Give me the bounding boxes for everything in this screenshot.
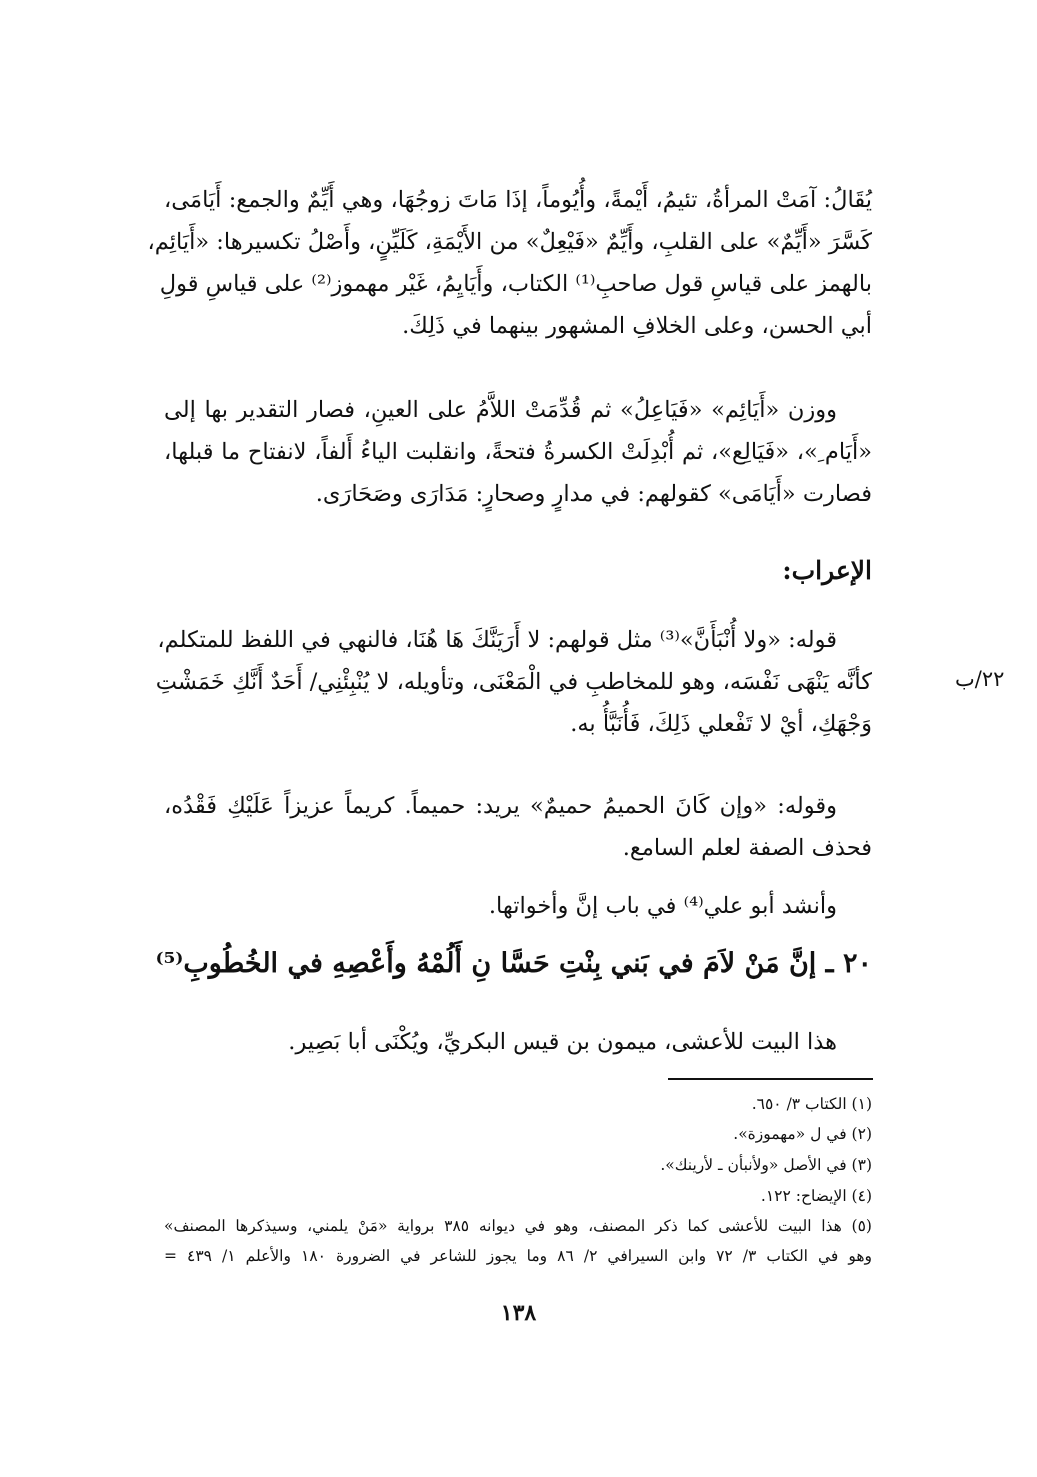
footnote-5-continued: وهو في الكتاب ٣/ ٧٢ وابن السيرافي ٢/ ٨٦ وما يجوز للشاعر في الضرورة ١٨٠ والأعلم ١/ ٤٣٩ = [164, 1247, 873, 1265]
para2-line-2: «أَيَام ِ»، «فَيَالِع»، ثم أُبْدِلَتْ الكسرةُ فتحةً، وانقلبت الياءُ أَلفاً، لانفتاح ما قبلها، [164, 439, 872, 465]
footnote-4: (٤) الإيضاح: ١٢٢. [760, 1187, 872, 1205]
page-number: ١٣٨ [500, 1300, 537, 1326]
margin-folio-note: ٢٢/ب [955, 667, 1005, 691]
footnote-3: (٣) في الأصل «ولأنبأن ـ لأرينك». [660, 1156, 872, 1174]
para3-line-3: وَجْهَكِ، أيْ لا تَفْعلي ذَلِكَ، فَأُنَبَّأُ به. [570, 711, 872, 737]
para3-line-1: قوله: «ولا أُنْبَأَنَّ»⁽³⁾ مثل قولهم: لا أَرَيَنَّكَ هَا هُنَا، فالنهي في اللفظ للمتكلم، [157, 627, 837, 653]
para2-line-1: ووزن «أَيَائِم» «فَيَاعِلُ» ثم قُدِّمَتْ اللاَّمُ على العينِ، فصار التقدير بها إلى [164, 397, 837, 423]
para6-line: هذا البيت للأعشى، ميمون بن قيس البكريِّ، ويُكْنَى أبا بَصِير. [288, 1029, 837, 1055]
para3-line-2: كأنَّه يَنْهَى نَفْسَه، وهو للمخاطبِ في الْمَعْنَى، وتأويله، لا يُنْبِئْنِي/ أَحَدٌ أَنَّكِ خَمَشْتِ [155, 669, 872, 695]
verse-hemistich-left: نِ أَلُمْهُ وأَعْصِهِ في الخُطُوبِ⁽⁵⁾ [155, 948, 492, 979]
footnote-5: (٥) هذا البيت للأعشى كما ذكر المصنف، وهو في ديوانه ٣٨٥ برواية «مَنْ يلمني، وسيذكرها المصنف» [164, 1217, 872, 1235]
footnote-1: (١) الكتاب ٣/ ٦٥٠. [751, 1095, 872, 1113]
para4-line-1: وقوله: «وإن كَانَ الحميمُ حميمٌ» يريد: حميماً. كريماً عزيزاً عَلَيْكِ فَقْدُه، [164, 793, 837, 819]
verse-hemistich-right: ٢٠ ـ إنَّ مَنْ لاَمَ في بَني بِنْتِ حَسَّا [500, 948, 872, 979]
para1-line-4: أبي الحسن، وعلى الخلافِ المشهور بينهما في ذَلِكَ. [402, 313, 872, 339]
para2-line-3: فصارت «أَيَامَى» كقولهم: في مدارٍ وصحارٍ: مَدَارَى وصَحَارَى. [315, 481, 872, 507]
verse-line [155, 948, 872, 979]
footnote-2: (٢) في ل «مهموزة». [733, 1125, 872, 1143]
section-heading: الإعراب: [782, 556, 872, 585]
para1-line-1: يُقَالُ: آمَتْ المرأةُ، تئيمُ، أَيْمةً، وأُيُوماً، إذَا مَاتَ زوجُهَا، وهي أَيِّمٌ والجمع: أَيَامَى، [164, 187, 872, 213]
para4-line-2: فحذف الصفة لعلم السامع. [622, 835, 872, 861]
para5-line: وأنشد أبو علي⁽⁴⁾ في باب إنَّ وأخواتها. [488, 893, 837, 919]
para1-line-3: بالهمز على قياسِ قول صاحبِ⁽¹⁾ الكتاب، وأَيَايِمُ، غَيْر مهموز⁽²⁾ على قياسِ قولِ [159, 271, 872, 297]
para1-line-2: كَسَّرَ «أَيِّمٌ» على القلبِ، وأَيِّمٌ «فَيْعِلٌ» من الأَيْمَةِ، كَلَيِّنٍ، وأَصْلُ تكسيرها: «أَيَائِم، [147, 229, 872, 255]
footnote-separator [668, 1078, 873, 1080]
